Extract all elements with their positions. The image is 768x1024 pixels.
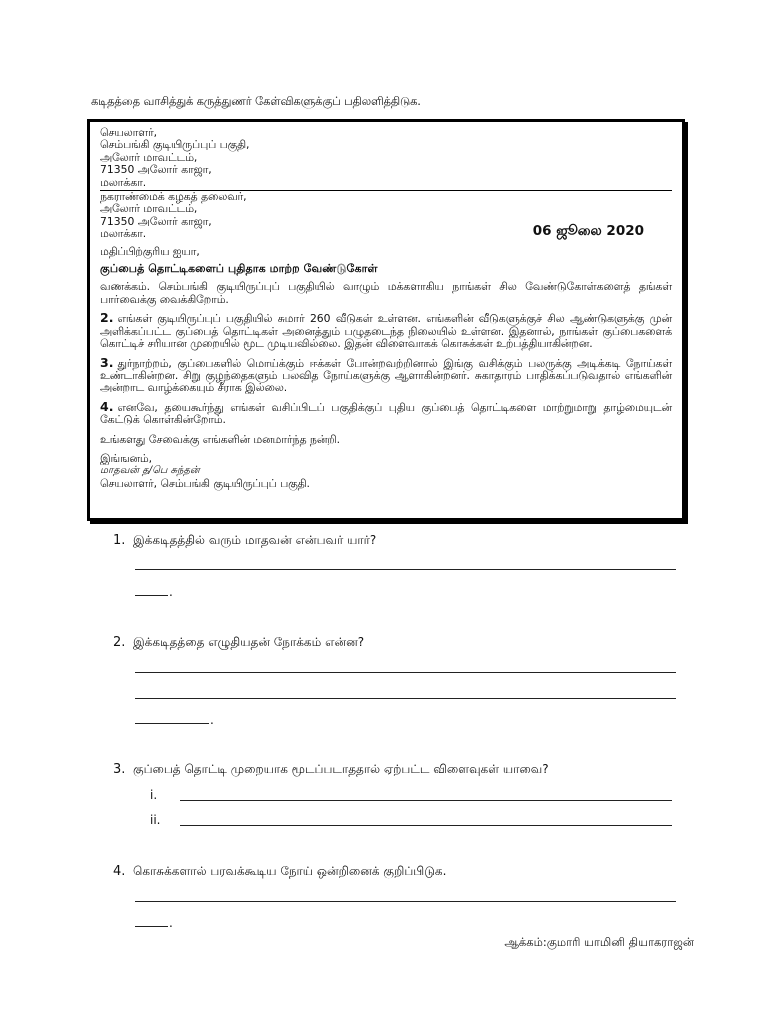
question-3 <box>113 762 549 778</box>
question-2 <box>113 635 364 651</box>
paragraph-4 <box>100 398 672 427</box>
question-text: குப்பைத் தொட்டி முறையாக மூடப்படாததால் ஏற்பட்ட விளைவுகள் யாவை? <box>133 762 549 776</box>
answer-line[interactable] <box>180 825 672 826</box>
question-text: இக்கடிதத்தை எழுதியதன் நோக்கம் என்ன? <box>133 635 365 649</box>
answer-line[interactable] <box>135 901 676 902</box>
line-end-dot: . <box>210 713 214 727</box>
paragraph-text: துர்நாற்றம், குப்பைகளில் மொய்க்கும் ஈக்கள் போன்றவற்றினால் இங்கு வசிக்கும் பலருக்கு அடிக்கடி நோய்கள் உண்டாகின்றன. சிறு குழந்தைகளும் பலவித நோய்களுக்கு ஆளாகின்றனர். சுகாதாரம் பாதிக்கப்படுவதால் எங்களின் அன்றாட வாழ்க்கையும் சீராக இல்லை. <box>100 356 672 395</box>
line-end-dot: . <box>169 916 173 930</box>
question-1 <box>113 533 376 549</box>
opening-paragraph: வணக்கம். செம்பங்கி குடியிருப்புப் பகுதியில் வாழும் மக்களாகிய நாங்கள் சில வேண்டுகோள்களைத் தங்கள் பார்வைக்கு வைக்கிறோம். <box>100 280 672 306</box>
signature: மாதவன் த/பெ சுந்தன் <box>100 465 200 477</box>
instruction: கடிதத்தை வாசித்துக் கருத்துணர் கேள்விகளுக்குப் பதிலளித்திடுக. <box>91 94 421 108</box>
answer-line[interactable] <box>180 800 672 801</box>
question-text: கொசுக்களால் பரவக்கூடிய நோய் ஒன்றினைக் குறிப்பிடுக. <box>133 864 447 878</box>
recipient-address-line: நகராண்மைக் கழகத் தலைவர், <box>100 190 247 204</box>
author-credit: ஆக்கம்:குமாரி யாமினி தியாகராஜன் <box>504 935 694 949</box>
paragraph-number: 2. <box>100 310 114 326</box>
paragraph-number: 3. <box>100 354 114 370</box>
greeting: மதிப்பிற்குரிய ஐயா, <box>100 244 200 258</box>
sender-address <box>100 127 672 189</box>
letter-date: 06 ஜூலை 2020 <box>532 223 644 240</box>
sender-address-line: 71350 அலோர் காஜா, <box>100 163 212 177</box>
recipient-address <box>100 191 672 241</box>
question-number: 1. <box>113 533 126 548</box>
answer-line[interactable] <box>135 569 676 570</box>
sender-address-line: செம்பங்கி குடியிருப்புப் பகுதி, <box>100 138 250 152</box>
thanks-line: உங்களது சேவைக்கு எங்களின் மனமார்ந்த நன்றி. <box>100 432 341 446</box>
sender-address-line: செயலாளர், <box>100 126 158 139</box>
answer-line-short[interactable] <box>135 926 168 927</box>
answer-line[interactable] <box>135 672 676 673</box>
closing: இங்ஙனம், <box>100 451 153 465</box>
paragraph-number: 4. <box>100 398 114 414</box>
letter-box <box>87 119 685 521</box>
recipient-address-line: மலாக்கா. <box>100 227 147 241</box>
paragraph-2 <box>100 312 672 350</box>
signatory: செயலாளர், செம்பங்கி குடியிருப்புப் பகுதி. <box>100 476 310 490</box>
letter-subject: குப்பைத் தொட்டிகளைப் புதிதாக மாற்ற வேண்டுகோள் <box>100 262 378 276</box>
paragraph-3 <box>100 354 672 395</box>
paragraph-text: எங்கள் குடியிருப்புப் பகுதியில் சுமார் 260 வீடுகள் உள்ளன. எங்களின் வீடுகளுக்குச் சில ஆண்டுகளுக்கு முன் அளிக்கப்பட்ட குப்பைத் தொட்டிகள் அனைத்தும் பழுதடைந்த நிலையில் உள்ளன. இதனால், நாங்கள் குப்பைகளைக் கொட்டிச் சரியான முறையில் மூட முடியவில்லை. இதன் விளைவாகக் கொசுக்கள் உற்பத்தியாகின்றன. <box>100 312 672 351</box>
line-end-dot: . <box>169 585 173 599</box>
answer-line-short[interactable] <box>135 595 168 596</box>
question-4 <box>113 864 446 880</box>
question-number: 3. <box>113 762 126 777</box>
paragraph-text: எனவே, தயைகூர்ந்து எங்கள் வசிப்பிடப் பகுதிக்குப் புதிய குப்பைத் தொட்டிகளை மாற்றுமாறு தாழ்மையுடன் கேட்டுக் கொள்கின்றோம். <box>100 400 672 427</box>
question-number: 4. <box>113 864 126 879</box>
answer-line[interactable] <box>135 698 676 699</box>
sender-address-line: அலோர் மாவட்டம், <box>100 150 198 164</box>
recipient-address-line: 71350 அலோர் காஜா, <box>100 214 212 228</box>
item-label-ii: ii. <box>150 813 161 827</box>
item-label-i: i. <box>150 788 158 802</box>
recipient-address-line: அலோர் மாவட்டம், <box>100 202 198 216</box>
sender-address-line: மலாக்கா. <box>100 175 147 189</box>
question-number: 2. <box>113 635 126 650</box>
answer-line-short[interactable] <box>135 723 209 724</box>
question-text: இக்கடிதத்தில் வரும் மாதவன் என்பவர் யார்? <box>133 533 377 547</box>
